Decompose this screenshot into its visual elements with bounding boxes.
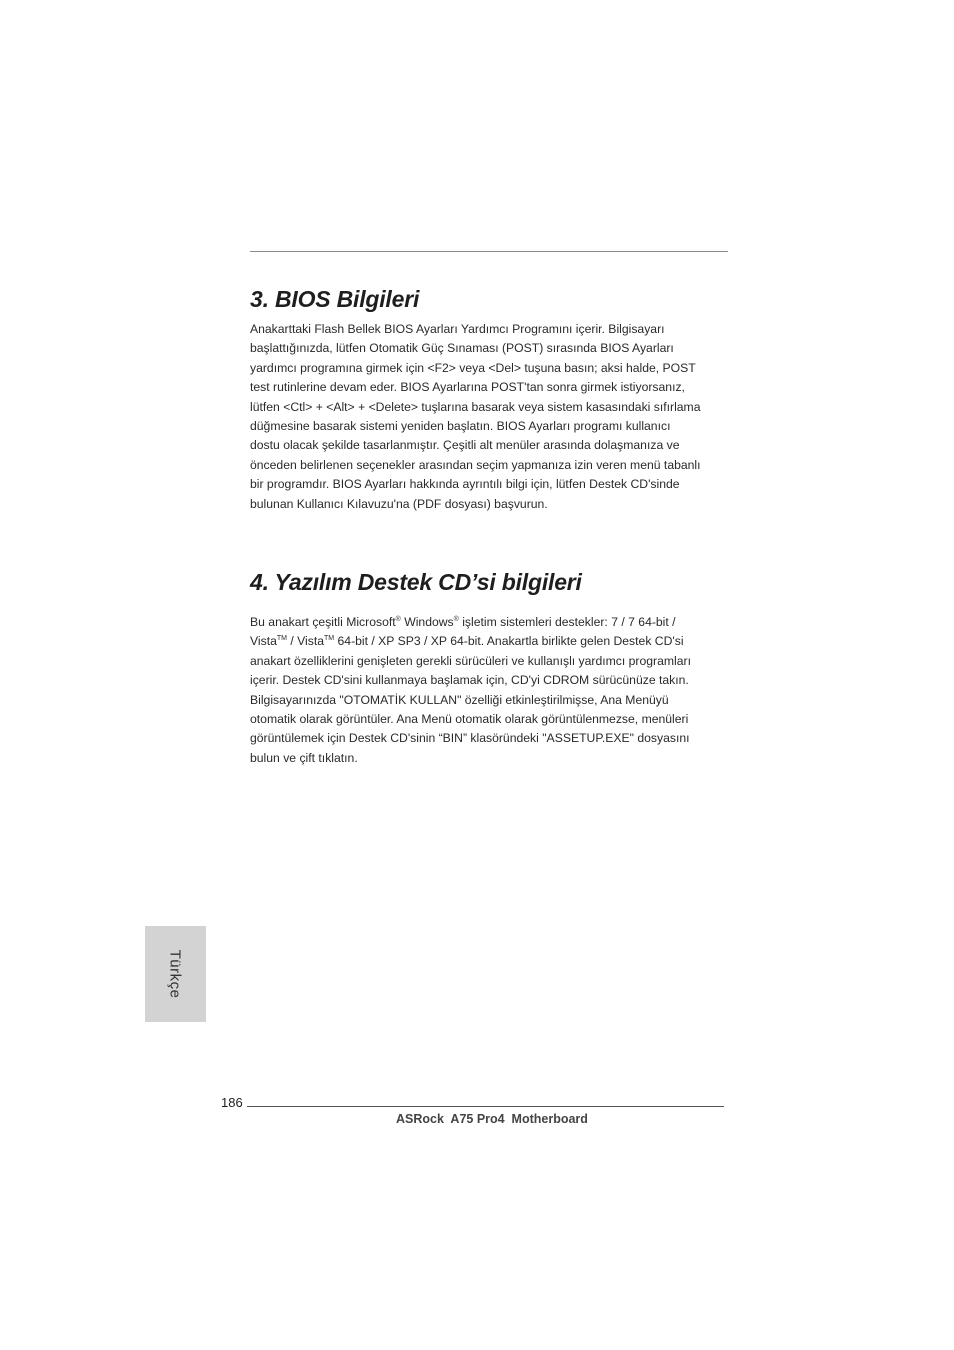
trademark-mark: TM [324, 635, 335, 643]
support-cd-paragraph-line: görüntülemek için Destek CD'sinin “BIN” klasöründeki "ASSETUP.EXE" dosyasını [250, 731, 690, 746]
section-title-bios: 3. BIOS Bilgileri [250, 286, 420, 312]
text-fragment: Bu anakart çeşitli Microsoft [250, 615, 396, 629]
support-cd-paragraph-line: anakart özelliklerini genişleten gerekli sürücüleri ve kullanışlı yardımcı programları [250, 653, 691, 668]
trademark-mark: TM [276, 635, 287, 643]
bios-paragraph-line: önceden belirlenen seçenekler arasından seçim yapmanıza izin veren menü tabanlı [250, 457, 701, 472]
language-side-tab [145, 926, 206, 1022]
registered-mark: ® [453, 616, 459, 623]
text-fragment: Vista [250, 634, 277, 649]
footer-title: ASRock A75 Pro4 Motherboard [396, 1112, 588, 1126]
text-fragment: Windows [400, 615, 454, 629]
support-cd-paragraph-line [250, 613, 730, 632]
bios-paragraph-line: dostu olacak şekilde tasarlanmıştır. Çeşitli alt menüler arasında dolaşmanıza ve [250, 438, 680, 453]
bios-paragraph [250, 320, 730, 514]
registered-mark: ® [395, 616, 401, 623]
section-title-support-cd: 4. Yazılım Destek CD’si bilgileri [250, 569, 582, 595]
text-fragment: işletim sistemleri destekler: 7 / 7 64-bit / [458, 615, 676, 629]
top-divider [250, 251, 728, 252]
support-cd-paragraph-line: içerir. Destek CD'sini kullanmaya başlamak için, CD'yi CDROM sürücünüze takın. [250, 673, 689, 688]
support-cd-paragraph [250, 613, 730, 768]
bios-paragraph-line: bir programdır. BIOS Ayarları hakkında ayrıntılı bilgi için, lütfen Destek CD'sinde [250, 477, 680, 492]
text-fragment: / Vista [286, 634, 325, 649]
bios-paragraph-line: Anakarttaki Flash Bellek BIOS Ayarları Yardımcı Programını içerir. Bilgisayarı [250, 322, 665, 336]
bios-paragraph-line: lütfen <Ctl> + <Alt> + <Delete> tuşlarına basarak veya sistem kasasındaki sıfırlama [250, 399, 701, 414]
language-tab-label: Türkçe [166, 949, 184, 999]
support-cd-paragraph-line: bulun ve çift tıklatın. [250, 750, 358, 765]
support-cd-paragraph-line: Bilgisayarınızda "OTOMATİK KULLAN" özelliği etkinleştirilmişse, Ana Menüyü [250, 692, 669, 707]
bios-paragraph-line: bulunan Kullanıcı Kılavuzu'na (PDF dosyası) başvurun. [250, 496, 548, 511]
bios-paragraph-line: yardımcı programına girmek için <F2> veya <Del> tuşuna basın; aksi halde, POST [250, 360, 696, 375]
page-number: 186 [221, 1095, 243, 1110]
bios-paragraph-line: test rutinlerine devam eder. BIOS Ayarlarına POST'tan sonra girmek istiyorsanız, [250, 380, 685, 395]
support-cd-paragraph-line [250, 632, 730, 651]
text-fragment: 64-bit / XP SP3 / XP 64-bit. Anakartla birlikte gelen Destek CD'si [334, 634, 684, 649]
bios-paragraph-line: başlattığınızda, lütfen Otomatik Güç Sınaması (POST) sırasında BIOS Ayarları [250, 341, 674, 356]
footer-divider [247, 1106, 724, 1107]
bios-paragraph-line: düğmesine basarak sistemi yeniden başlatın. BIOS Ayarları programı kullanıcı [250, 419, 671, 434]
support-cd-paragraph-line: otomatik olarak görüntüler. Ana Menü otomatik olarak görüntülenmezse, menüleri [250, 712, 689, 727]
